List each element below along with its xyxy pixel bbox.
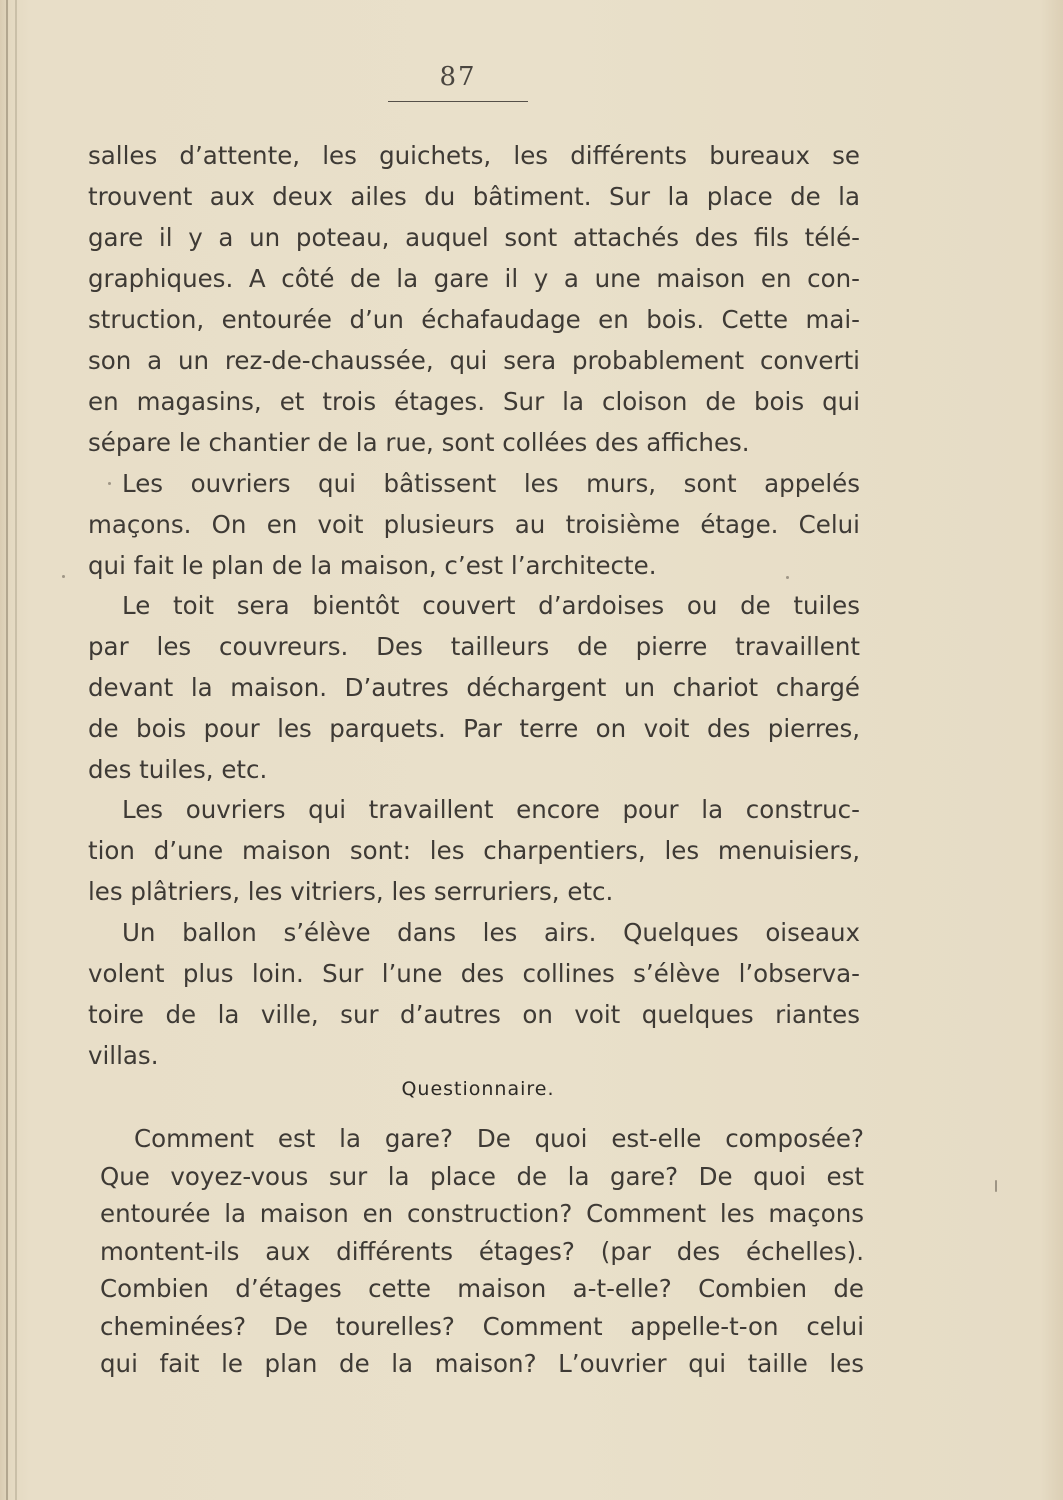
text-line: trouvent aux deux ailes du bâtiment. Sur la place de la: [88, 182, 860, 211]
text-line: qui fait le plan de la maison, c’est l’architecte.: [88, 551, 657, 580]
paper-speck: [62, 575, 65, 578]
text-line: salles d’attente, les guichets, les différents bureaux se: [88, 141, 860, 170]
text-line: maçons. On en voit plusieurs au troisième étage. Celui: [88, 510, 860, 539]
text-line: des tuiles, etc.: [88, 755, 268, 784]
text-line: graphiques. A côté de la gare il y a une maison en con-: [88, 264, 860, 293]
text-line: Les ouvriers qui travaillent encore pour la construc-: [122, 795, 860, 824]
paragraph-5: [88, 912, 860, 1076]
text-line: de bois pour les parquets. Par terre on voit des pierres,: [88, 714, 860, 743]
page-number: 87: [439, 62, 477, 92]
text-line: en magasins, et trois étages. Sur la cloison de bois qui: [88, 387, 860, 416]
text-line: Un ballon s’élève dans les airs. Quelques oiseaux: [122, 918, 860, 947]
text-line: Les ouvriers qui bâtissent les murs, sont appelés: [122, 469, 860, 498]
text-line: entourée la maison en construction? Comment les maçons: [100, 1199, 864, 1228]
text-line: devant la maison. D’autres déchargent un chariot chargé: [88, 673, 860, 702]
paragraph-4: [88, 789, 860, 912]
paper-speck: [786, 576, 789, 579]
binding-edge-inner: [15, 0, 17, 1500]
text-line: gare il y a un poteau, auquel sont attachés des fils télé-: [88, 223, 860, 252]
text-line: Combien d’étages cette maison a-t-elle? Combien de: [100, 1274, 864, 1303]
text-line: toire de la ville, sur d’autres on voit quelques riantes: [88, 1000, 860, 1029]
text-line: tion d’une maison sont: les charpentiers, les menuisiers,: [88, 836, 860, 865]
questionnaire-title: Questionnaire.: [401, 1078, 555, 1100]
text-line: son a un rez-de-chaussée, qui sera probablement converti: [88, 346, 860, 375]
text-line: les plâtriers, les vitriers, les serruriers, etc.: [88, 877, 614, 906]
text-line: Que voyez-vous sur la place de la gare? De quoi est: [100, 1161, 864, 1191]
paragraph-1: [88, 135, 860, 463]
text-line: Comment est la gare? De quoi est-elle composée?: [134, 1124, 864, 1153]
text-line: qui fait le plan de la maison? L’ouvrier qui taille les: [100, 1349, 864, 1378]
paper-speck: [995, 1180, 997, 1192]
text-line: villas.: [88, 1041, 159, 1070]
text-line: cheminées? De tourelles? Comment appelle-t-on celui: [100, 1311, 864, 1341]
questionnaire-body: [100, 1120, 864, 1383]
paragraph-3: [88, 585, 860, 790]
paper-speck: [108, 482, 111, 485]
header-rule: [388, 101, 528, 102]
text-line: montent-ils aux différents étages? (par des échelles).: [100, 1236, 864, 1266]
text-line: par les couvreurs. Des tailleurs de pierre travaillent: [88, 632, 860, 661]
paragraph-2: [88, 463, 860, 586]
text-line: sépare le chantier de la rue, sont collées des affiches.: [88, 428, 750, 457]
text-line: struction, entourée d’un échafaudage en bois. Cette mai-: [88, 305, 860, 334]
text-line: Le toit sera bientôt couvert d’ardoises ou de tuiles: [122, 591, 860, 620]
binding-edge: [6, 0, 8, 1500]
text-line: volent plus loin. Sur l’une des collines s’élève l’observa-: [88, 959, 860, 988]
